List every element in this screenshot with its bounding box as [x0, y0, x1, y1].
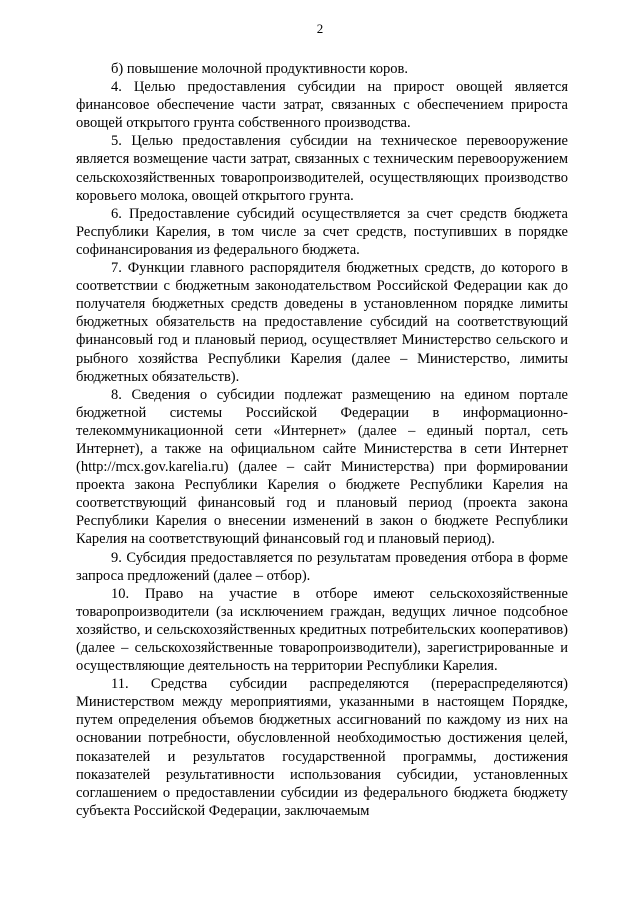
paragraph-9: 9. Субсидия предоставляется по результатам проведения отбора в форме запроса предложений (далее – отбор).: [76, 549, 568, 584]
paragraph-4: 4. Целью предоставления субсидии на прирост овощей является финансовое обеспечение части затрат, связанных с обеспечением прироста овощей открытого грунта собственного производства.: [76, 79, 568, 132]
paragraph-10: 10. Право на участие в отборе имеют сельскохозяйственные товаропроизводители (за исключением граждан, ведущих личное подсобное хозяйство, и сельскохозяйственных кредитных потребительских кооперативов) (далее – сельскохозяйственные товаропроизводители), зарегистрированные и осуществляющие деятельность на территории Республики Карелия.: [76, 585, 568, 675]
paragraph-11: 11. Средства субсидии распределяются (перераспределяются) Министерством между мероприятиями, указанными в настоящем Порядке, путем определения объемов бюджетных ассигнований по каждому из них на основании потребности, обусловленной необходимостью достижения целей, показателей и результатов государственной программы, достижения показателей результативности использования субсидии, установленных соглашением о предоставлении субсидии из федерального бюджета бюджету субъекта Российской Федерации, заключаемым: [76, 676, 568, 819]
paragraph-8: 8. Сведения о субсидии подлежат размещению на едином портале бюджетной системы Российской Федерации в информационно-телекоммуникационной сети «Интернет» (далее – единый портал, сеть Интернет), а также на официальном сайте Министерства в сети Интернет (http://mcx.gov.karelia.ru) (далее – сайт Министерства) при формировании проекта закона Республики Карелия о бюджете Республики Карелия на соответствующий финансовый год и плановый период (проекта закона Республики Карелия о внесении изменений в закон о бюджете Республики Карелия на соответствующий финансовый год и плановый период).: [76, 386, 568, 548]
document-body: [76, 60, 568, 820]
page-number: 2: [316, 21, 324, 36]
paragraph-7: 7. Функции главного распорядителя бюджетных средств, до которого в соответствии с бюджетным законодательством Российской Федерации как до получателя бюджетных средств доведены в установленном порядке лимиты бюджетных обязательств на предоставление субсидий на соответствующий финансовый год и плановый период, осуществляет Министерство сельского и рыбного хозяйства Республики Карелия (далее – Министерство, лимиты бюджетных обязательств).: [76, 260, 568, 385]
paragraph-item-b: б) повышение молочной продуктивности коров.: [111, 61, 408, 77]
paragraph-6: 6. Предоставление субсидий осуществляется за счет средств бюджета Республики Карелия, в том числе за счет средств, поступивших в порядке софинансирования из федерального бюджета.: [76, 205, 568, 258]
paragraph-5: 5. Целью предоставления субсидии на техническое перевооружение является возмещение части затрат, связанных с техническим перевооружением сельскохозяйственных товаропроизводителей, осуществляющих производство коровьего молока, овощей открытого грунта.: [76, 133, 568, 204]
